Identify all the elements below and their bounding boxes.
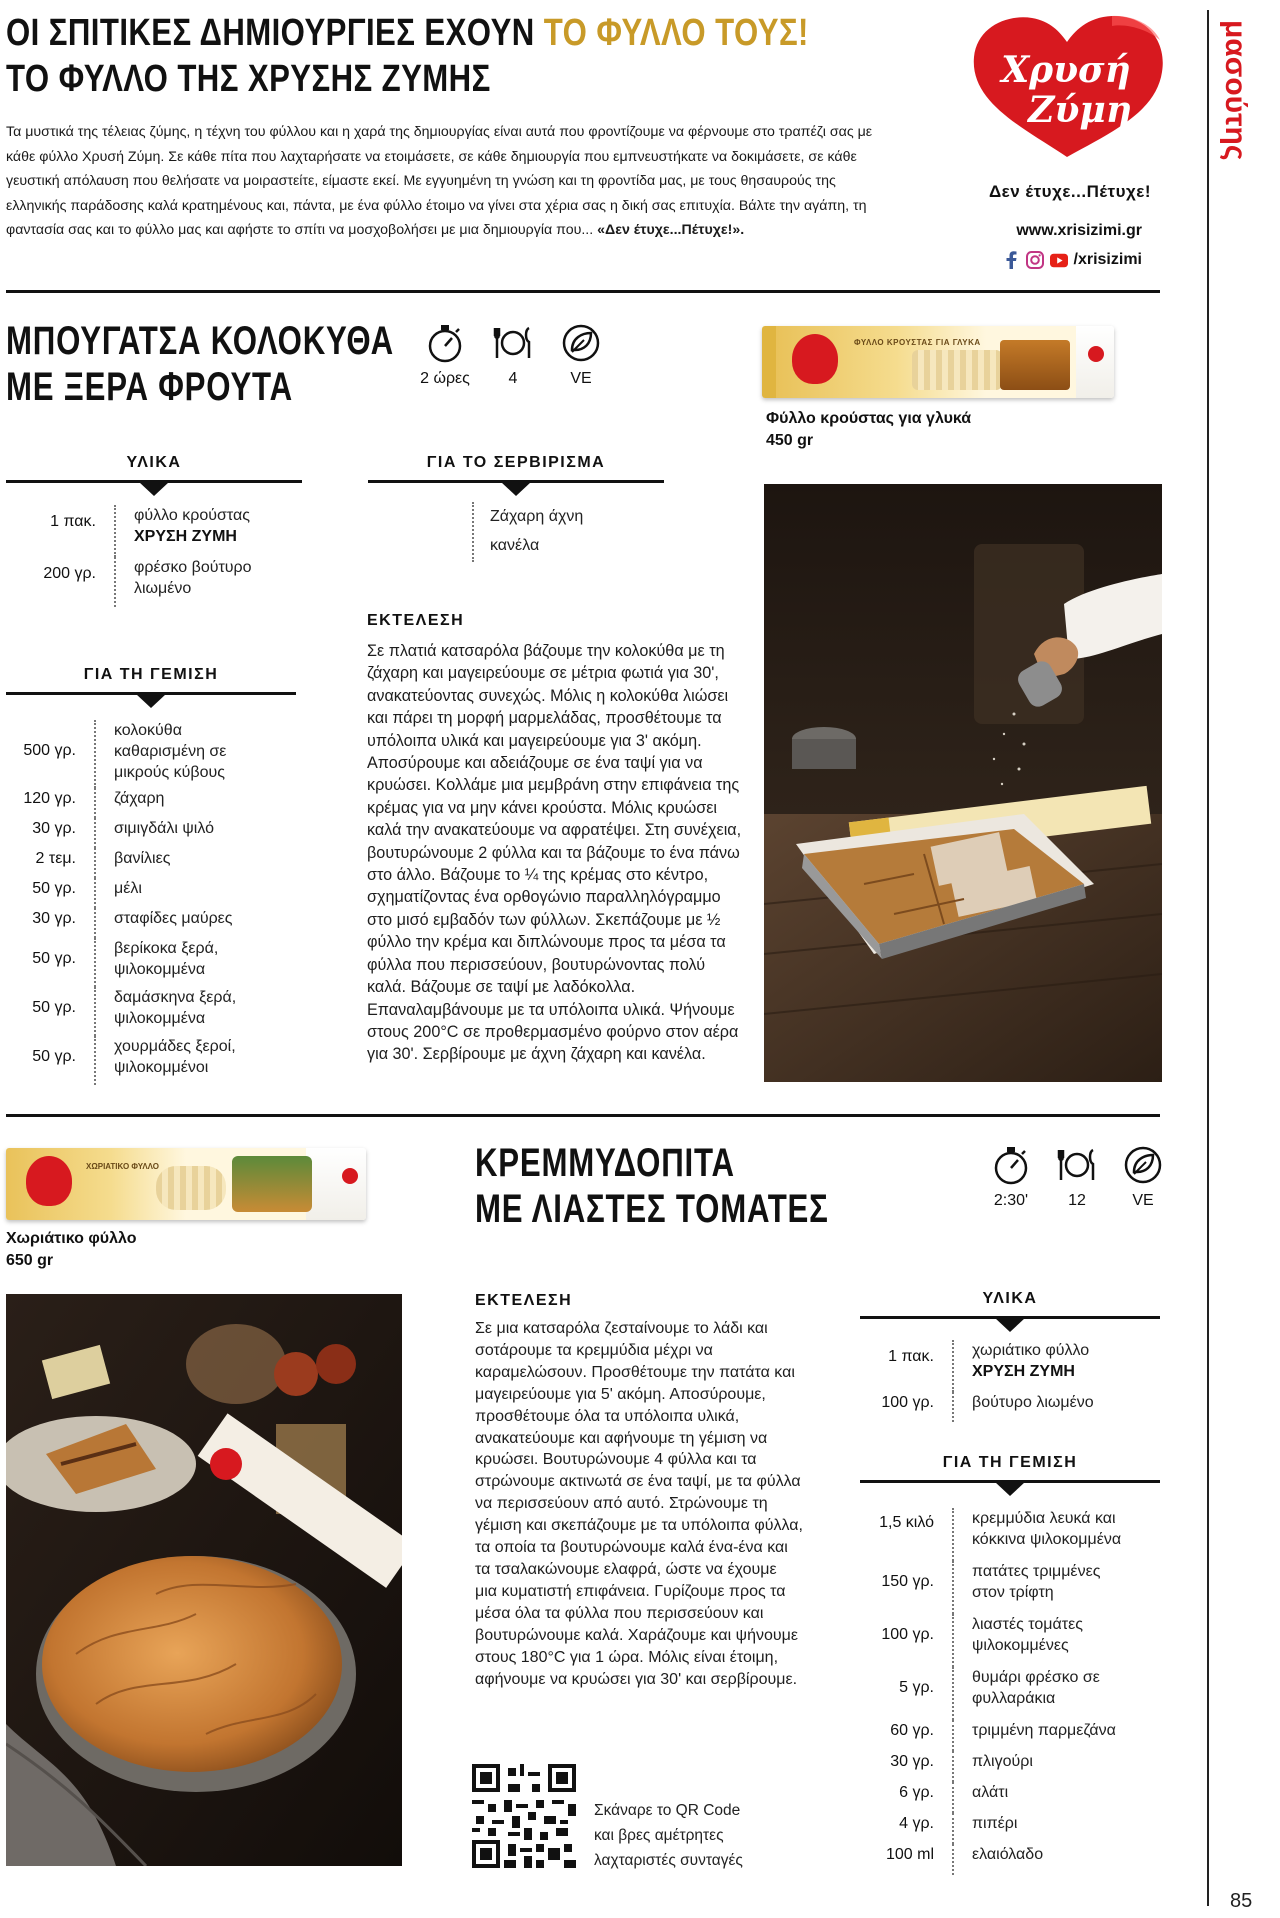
recipe2-product-box bbox=[6, 1148, 366, 1220]
ingredient-row: 50 γρ. χουρμάδες ξεροί, ψιλοκομμένοι bbox=[6, 1036, 296, 1085]
intro-paragraph: Τα μυστικά της τέλειας ζύμης, η τέχνη του φύλλου και η χαρά της δημιουργίας είναι αυτά που φροντίζουμε να φέρνουμε στο τραπέζι σας με κάθε φύλλο Χρυσή Ζύμη. Σε κάθε πίτα που λαχταρήσατε να ετοιμάσετε, σε κάθε δημιουργία που εμπνευστήκατε να δοκιμάσετε, σε κάθε γευστική απόλαυση που θελήσατε να μοιραστείτε, είμαστε εκεί. Με εγγυημένη τη γνώση και τη φροντίδα μας, με τους θησαυρούς της ελληνικής παράδοσης καλά κρατημένους και, πάντα, με ένα φύλλο έτοιμο να γίνει στα χέρια σας η δική σας επιτυχία. Βάλτε την αγάπη, τη φαντασία σας και το φύλλο μας και αφήστε το σπίτι να μοσχοβολήσει με μια δημιουργία που... «Δεν έτυχε...Πέτυχε!». bbox=[6, 124, 873, 239]
logo-text-line2: Ζύμη bbox=[1028, 89, 1132, 131]
ingredient-row: 200 γρ. φρέσκο βούτυρο λιωμένο bbox=[6, 557, 302, 607]
instagram-icon[interactable] bbox=[1026, 251, 1044, 269]
recipe1-method-text: Σε πλατιά κατσαρόλα βάζουμε την κολοκύθα με τη ζάχαρη και μαγειρεύουμε σε μέτρια φωτιά για 30', ανακατεύοντας συνεχώς. Μόλις η κολοκύθα λιώσει και πάρει τη μορφή μαρμελάδας, προσθέτουμε τα υπόλοιπα υλικά και μαγειρεύουμε για 3' ακόμη. Αποσύρουμε και αδειάζουμε σε ένα ταψί για να κρυώσει. Κολλάμε μια μεμβράνη στην επιφάνεια της κρέμας για να μην κάνει κρούστα. Μόλις κρυώσει καλά την ανακατεύουμε να αφρατέψει. Στη συνέχεια, βουτυρώνουμε 2 φύλλα και τα βάζουμε το ένα πάνω στο άλλο. Βάζουμε το ¼ της κρέμας στο κέντρο, σχηματίζοντας ένα ορθογώνιο παραλληλόγραμμο στο μισό εμβαδόν των φύλλων. Σκεπάζουμε με ½ φύλλο την κρέμα και διπλώνουμε προς τα μέσα τα φύλλα που περισσεύουν, βουτυρώνοντας πολύ καλά. Βάζουμε σε ταψί με λαδόκολλα. Επαναλαμβάνουμε με τα υπόλοιπα υλικά. Ψήνουμε στους 200°C σε προθερμασμένο φούρνο στον αέρα για 30'. Σερβίρουμε με άχνη ζάχαρη και κανέλα. bbox=[367, 642, 742, 1064]
box-product-name: ΦΥΛΛΟ ΚΡΟΥΣΤΑΣ ΓΙΑ ΓΛΥΚΑ bbox=[854, 338, 981, 347]
recipe2-time: 2:30' bbox=[986, 1144, 1036, 1210]
headline-line1: ΟΙ ΣΠΙΤΙΚΕΣ ΔΗΜΙΟΥΡΓΙΕΣ ΕΧΟΥΝ ΤΟ ΦΥΛΛΟ ΤΟΥΣ! bbox=[6, 12, 809, 54]
ingredient-row: 4 γρ. πιπέρι bbox=[860, 1813, 1160, 1844]
recipe2-title: ΚΡΕΜΜΥΔΟΠΙΤΑ ΜΕ ΛΙΑΣΤΕΣ ΤΟΜΑΤΕΣ bbox=[475, 1141, 829, 1231]
recipe2-method-text: Σε μια κατσαρόλα ζεσταίνουμε το λάδι και σοτάρουμε τα κρεμμύδια μέχρι να καραμελώσουν. Προσθέτουμε την πατάτα και μαγειρεύουμε για 5' ακόμη. Αποσύρουμε, προσθέτουμε όλα τα υπόλοιπα υλικά, ανακατεύουμε και αφήνουμε τη γέμιση να κρυώσει. Βουτυρώνουμε 4 φύλλα και τα στρώνουμε ακτινωτά σε ένα ταψί, με τα φύλλα να περισσεύουν από αυτό. Στρώνουμε τη γέμιση και σκεπάζουμε με τα υπόλοιπα φύλλα, τα οποία τα βουτυρώνουμε καλά ένα-ένα και τα τσαλακώνουμε ελαφρά, ώστε να έχουμε μια κυματιστή επιφάνεια. Γυρίζουμε προς τα μέσα όλα τα φύλλα που περισσεύουν και βουτυρώνουμε καλά. Χαράζουμε και ψήνουμε στους 180°C για 1 ώρα. Μόλις είναι έτοιμη, αφήνουμε να κρυώσει για 30' και σερβίρουμε. bbox=[475, 1320, 803, 1688]
recipe2-servings: 12 bbox=[1052, 1144, 1102, 1210]
recipe1-photo bbox=[764, 484, 1162, 1082]
page-number: 85 bbox=[1230, 1890, 1253, 1912]
intro-slogan: «Δεν έτυχε...Πέτυχε!». bbox=[597, 222, 745, 239]
ingredient-row: 100 γρ. βούτυρο λιωμένο bbox=[860, 1392, 1160, 1422]
recipe1-filling-list bbox=[6, 720, 296, 1085]
logo-text-line1: Χρυσή bbox=[1001, 49, 1131, 91]
vegetarian-leaf-icon bbox=[560, 322, 602, 364]
recipe1-servings: 4 bbox=[488, 322, 538, 388]
brand-logo bbox=[962, 12, 1172, 162]
ingredient-row: 100 ml ελαιόλαδο bbox=[860, 1844, 1160, 1875]
section-divider-middle bbox=[6, 1114, 1160, 1117]
recipe1-meta bbox=[420, 322, 606, 388]
timer-icon bbox=[424, 322, 466, 364]
recipe1-diet: VE bbox=[556, 322, 606, 388]
youtube-icon[interactable] bbox=[1050, 251, 1068, 269]
ingredient-row: 6 γρ. αλάτι bbox=[860, 1782, 1160, 1813]
timer-icon bbox=[990, 1144, 1032, 1186]
recipe2-diet: VE bbox=[1118, 1144, 1168, 1210]
ingredient-row: 30 γρ. σιμιγδάλι ψιλό bbox=[6, 818, 296, 848]
box-product-name: ΧΩΡΙΑΤΙΚΟ ΦΥΛΛΟ bbox=[86, 1162, 160, 1171]
recipe1-ingredients-heading: ΥΛΙΚΑ bbox=[6, 454, 302, 483]
plate-cutlery-icon bbox=[1056, 1144, 1098, 1186]
recipe2-filling-list bbox=[860, 1508, 1160, 1875]
recipe2-ingredients-heading: ΥΛΙΚΑ bbox=[860, 1290, 1160, 1319]
ingredient-row: 500 γρ. κολοκύθα καθαρισμένη σε μικρούς κύβους bbox=[6, 720, 296, 788]
ingredient-row: 50 γρ. βερίκοκα ξερά, ψιλοκομμένα bbox=[6, 938, 296, 987]
recipe2-method-heading: ΕΚΤΕΛΕΣΗ bbox=[475, 1292, 573, 1309]
ingredient-row: 1 πακ. χωριάτικο φύλλο ΧΡΥΣΗ ΖΥΜΗ bbox=[860, 1340, 1160, 1392]
recipe2-filling-heading: ΓΙΑ ΤΗ ΓΕΜΙΣΗ bbox=[860, 1454, 1160, 1483]
qr-caption: Σκάναρε το QR Code και βρες αμέτρητες λαχταριστές συνταγές bbox=[594, 1802, 743, 1869]
recipe1-method-heading: ΕΚΤΕΛΕΣΗ bbox=[367, 612, 465, 629]
ingredient-row: 50 γρ. μέλι bbox=[6, 878, 296, 908]
ingredient-row: 2 τεμ. βανίλιες bbox=[6, 848, 296, 878]
recipe2-photo bbox=[6, 1294, 402, 1866]
recipe1-filling-heading: ΓΙΑ ΤΗ ΓΕΜΙΣΗ bbox=[6, 666, 296, 695]
ingredient-row: 150 γρ. πατάτες τριμμένες στον τρίφτη bbox=[860, 1561, 1160, 1614]
recipe1-product-label: Φύλλο κρούστας για γλυκά 450 gr bbox=[766, 410, 972, 449]
facebook-icon[interactable] bbox=[1002, 251, 1020, 269]
headline-line2: ΤΟ ΦΥΛΛΟ ΤΗΣ ΧΡΥΣΗΣ ΖΥΜΗΣ bbox=[6, 58, 491, 100]
recipe1-product-box bbox=[762, 326, 1114, 398]
page-headline bbox=[6, 10, 906, 102]
qr-code[interactable] bbox=[472, 1764, 576, 1868]
recipe1-ingredients-list bbox=[6, 505, 302, 607]
vegetarian-leaf-icon bbox=[1122, 1144, 1164, 1186]
box-logo-icon bbox=[26, 1156, 72, 1206]
section-divider-top bbox=[6, 290, 1160, 293]
website-link[interactable]: www.xrisizimi.gr bbox=[1016, 222, 1142, 239]
recipe1-title: ΜΠΟΥΓΑΤΣΑ ΚΟΛΟΚΥΘΑ ΜΕ ΞΕΡΑ ΦΡΟΥΤΑ bbox=[6, 319, 394, 409]
store-brand-text: μασούτης bbox=[1219, 20, 1252, 161]
recipe1-time: 2 ώρες bbox=[420, 322, 470, 388]
plate-cutlery-icon bbox=[492, 322, 534, 364]
ingredient-row: 50 γρ. δαμάσκηνα ξερά, ψιλοκομμένα bbox=[6, 987, 296, 1036]
box-logo-icon bbox=[792, 334, 838, 384]
ingredient-row: 1,5 κιλό κρεμμύδια λευκά και κόκκινα ψιλοκομμένα bbox=[860, 1508, 1160, 1561]
recipe2-meta bbox=[986, 1144, 1168, 1210]
recipe1-serving-heading: ΓΙΑ ΤΟ ΣΕΡΒΙΡΙΣΜΑ bbox=[368, 454, 664, 483]
serving-item: Ζάχαρη άχνη bbox=[490, 508, 584, 525]
social-handle: /xrisizimi bbox=[1073, 251, 1142, 268]
recipe2-ingredients-list bbox=[860, 1340, 1160, 1422]
recipe2-product-label: Χωριάτικο φύλλο 650 gr bbox=[6, 1230, 137, 1269]
ingredient-row: 1 πακ. φύλλο κρούστας ΧΡΥΣΗ ΖΥΜΗ bbox=[6, 505, 302, 557]
store-brand-vertical bbox=[1212, 12, 1266, 202]
ingredient-row: 30 γρ. σταφίδες μαύρες bbox=[6, 908, 296, 938]
social-links bbox=[988, 248, 1142, 272]
ingredient-row: 30 γρ. πλιγούρι bbox=[860, 1751, 1160, 1782]
ingredient-row: 5 γρ. θυμάρι φρέσκο σε φυλλαράκια bbox=[860, 1667, 1160, 1720]
ingredient-row: 120 γρ. ζάχαρη bbox=[6, 788, 296, 818]
serving-item: κανέλα bbox=[490, 537, 540, 554]
vertical-divider bbox=[1207, 10, 1209, 1906]
recipe1-serving-list bbox=[472, 502, 662, 562]
headline-highlight: ΤΟ ΦΥΛΛΟ ΤΟΥΣ! bbox=[543, 12, 809, 54]
ingredient-row: 60 γρ. τριμμένη παρμεζάνα bbox=[860, 1720, 1160, 1751]
ingredient-row: 100 γρ. λιαστές τομάτες ψιλοκομμένες bbox=[860, 1614, 1160, 1667]
brand-slogan: Δεν έτυχε...Πέτυχε! bbox=[988, 182, 1152, 201]
